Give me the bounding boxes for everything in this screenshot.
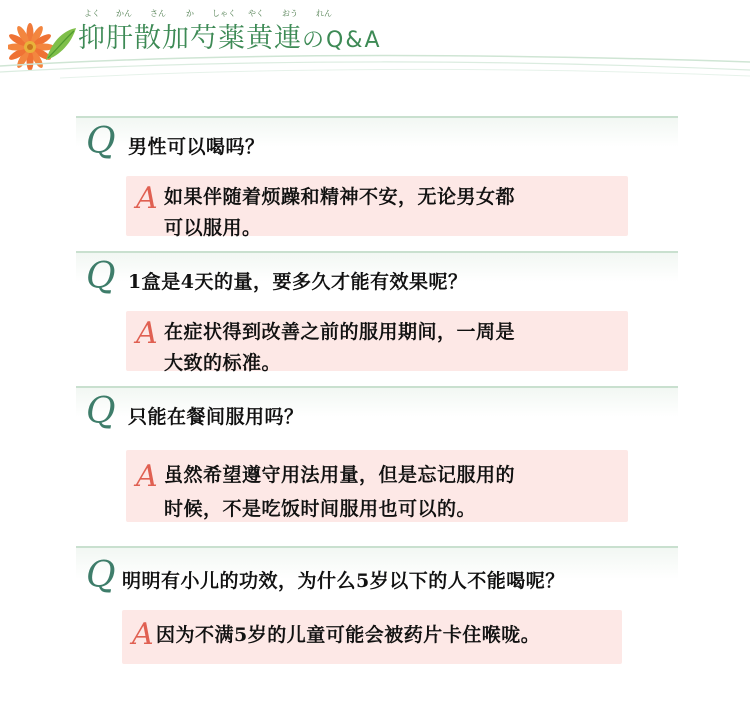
answer-marker: A <box>132 617 154 652</box>
answer-marker: A <box>136 459 158 494</box>
qa-item <box>76 251 678 373</box>
answer-text: 如果伴随着烦躁和精神不安，无论男女都 可以服用。 <box>164 186 516 239</box>
question-text: 明明有小儿的功效，为什么5岁以下的人不能喝呢？ <box>122 570 565 592</box>
header-wave-lines <box>0 44 750 84</box>
question-text: 1盒是4天的量，要多久才能有效果呢？ <box>128 271 468 293</box>
question-marker: Q <box>86 256 116 297</box>
qa-item <box>76 116 678 238</box>
answer-box <box>122 610 622 664</box>
answer-box <box>126 450 628 522</box>
answer-marker: A <box>136 181 158 216</box>
ruby-text: やく <box>248 9 264 18</box>
ruby-text: れん <box>316 9 332 18</box>
question-bar <box>76 546 678 600</box>
question-bar <box>76 386 678 436</box>
qa-item <box>76 386 678 526</box>
question-marker: Q <box>86 121 116 162</box>
answer-text: 因为不满5岁的儿童可能会被药片卡住喉咙。 <box>156 624 541 646</box>
page-title-main: 抑肝散加芍薬黄連 <box>78 23 302 54</box>
ruby-text: おう <box>282 9 298 18</box>
page-header <box>0 0 750 80</box>
question-bar <box>76 251 678 301</box>
question-marker: Q <box>86 555 116 596</box>
answer-text: 虽然希望遵守用法用量，但是忘记服用的 时候，不是吃饭时间服用也可以的。 <box>164 464 516 520</box>
answer-text: 在症状得到改善之前的服用期间，一周是 大致的标准。 <box>164 321 516 374</box>
page-title-suffix: のQ&A <box>302 28 382 53</box>
ruby-text: よく <box>84 9 100 18</box>
question-bar <box>76 116 678 166</box>
answer-box <box>126 176 628 239</box>
ruby-text: さん <box>150 9 166 18</box>
qa-item <box>76 546 678 671</box>
question-text: 男性可以喝吗？ <box>128 136 265 158</box>
ruby-text: か <box>186 9 194 18</box>
ruby-text: かん <box>116 9 132 18</box>
answer-marker: A <box>136 316 158 351</box>
question-text: 只能在餐间服用吗？ <box>128 406 304 428</box>
ruby-text: しゃく <box>212 9 236 18</box>
question-marker: Q <box>86 391 116 432</box>
ruby-row <box>78 8 438 22</box>
answer-box <box>126 311 628 374</box>
